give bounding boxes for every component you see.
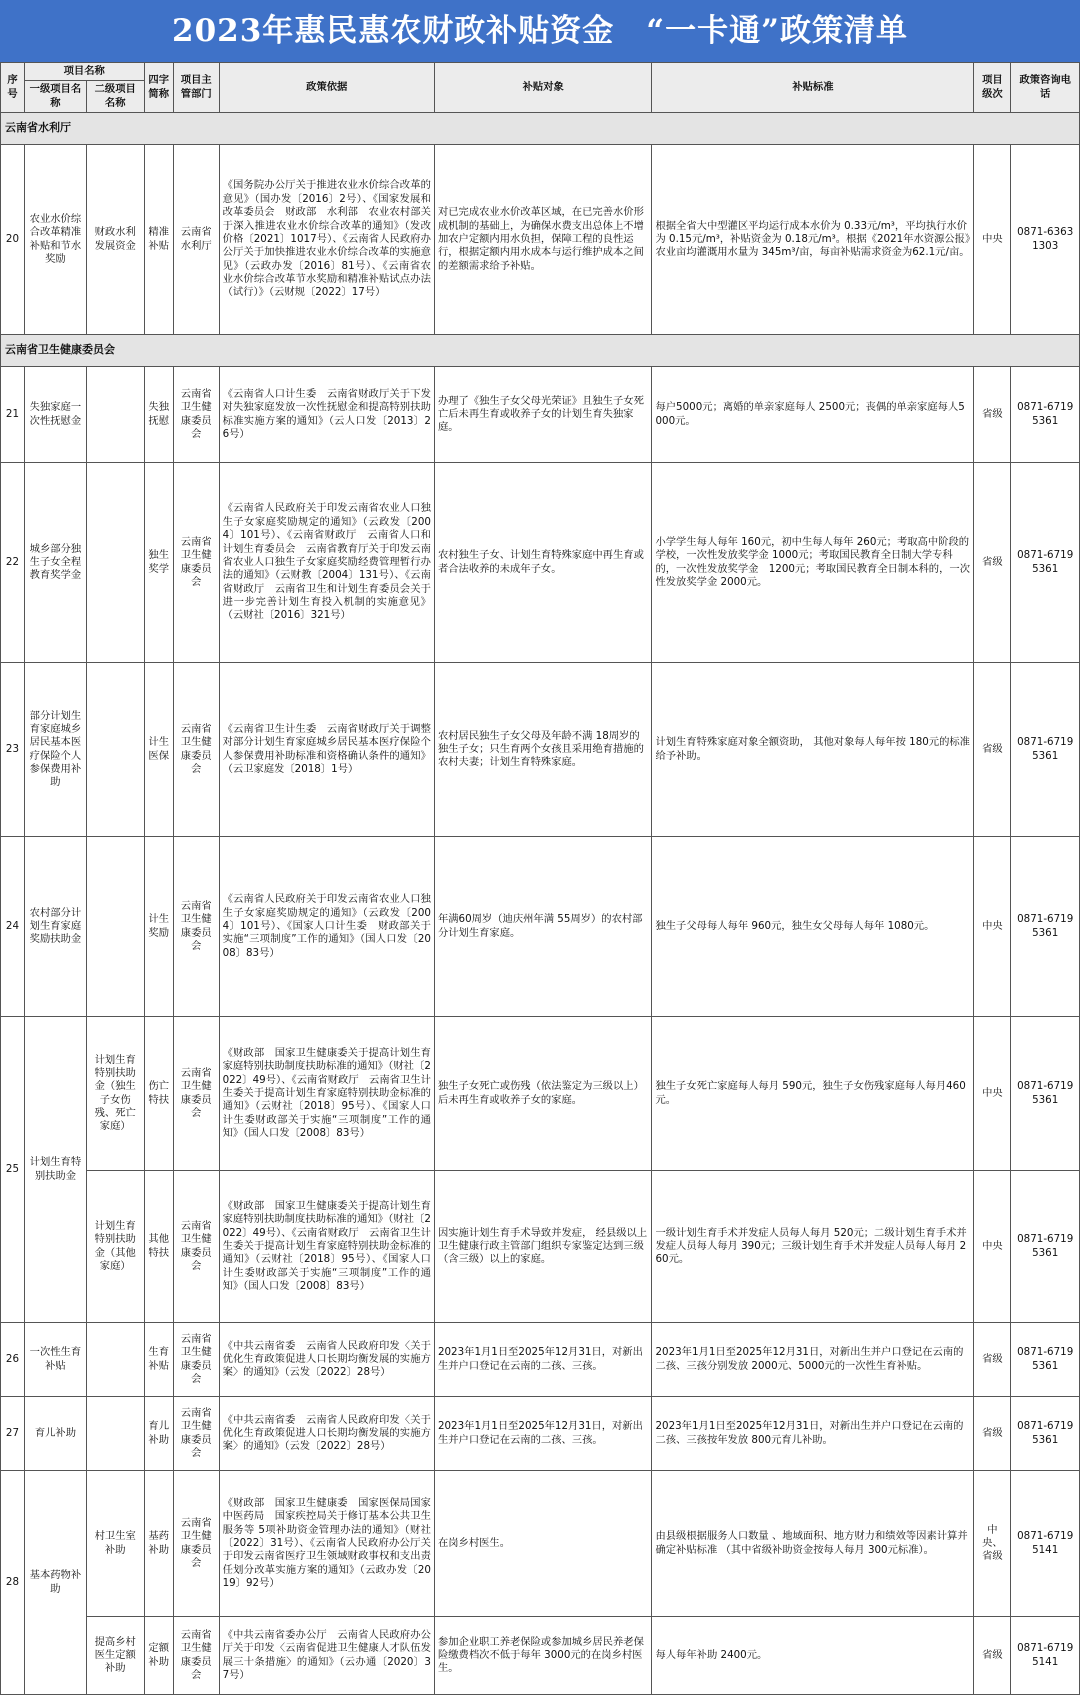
level1-name: 部分计划生育家庭城乡居民基本医疗保险个人参保费用补助 bbox=[24, 663, 86, 837]
dept: 云南省卫生健康委员会 bbox=[173, 1171, 219, 1323]
consult-phone: 0871-67195361 bbox=[1011, 663, 1080, 837]
subsidy-target: 2023年1月1日至2025年12月31日，对新出生并户口登记在云南的二孩、三孩。 bbox=[434, 1323, 652, 1397]
project-level: 省级 bbox=[974, 663, 1011, 837]
col-level2-header: 二级项目名称 bbox=[86, 81, 144, 113]
col-level1-header: 一级项目名称 bbox=[24, 81, 86, 113]
col-phone-header: 政策咨询电话 bbox=[1011, 63, 1080, 113]
short-name: 独生奖学 bbox=[144, 463, 173, 663]
subsidy-target: 因实施计划生育手术导致并发症， 经县级以上卫生健康行政主管部门组织专家鉴定达到三级（含三级）以上的家庭。 bbox=[434, 1171, 652, 1323]
level2-name bbox=[86, 837, 144, 1017]
consult-phone: 0871-67195141 bbox=[1011, 1617, 1080, 1695]
level1-name: 农村部分计划生育家庭奖励扶助金 bbox=[24, 837, 86, 1017]
level2-name bbox=[86, 1323, 144, 1397]
subsidy-standard: 2023年1月1日至2025年12月31日，对新出生并户口登记在云南的二孩、三孩分别发放 2000元、5000元的一次性生育补贴。 bbox=[652, 1323, 974, 1397]
consult-phone: 0871-63631303 bbox=[1011, 145, 1080, 335]
subsidy-standard: 小学学生每人每年 160元，初中生每人每年 260元；考取高中阶段的学校，一次性发放奖学金 1000元；考取国民教育全日制大学专科的，一次性发放奖学金 1200元；考取国民教育全日制本科的，一次性发放奖学金 2000元。 bbox=[652, 463, 974, 663]
policy-basis: 《云南省人民政府关于印发云南省农业人口独生子女家庭奖励规定的通知》（云政发〔2004〕101号）、《国家人口计生委 财政部关于实施“三项制度”工作的通知》（国人口发〔2008〕83号） bbox=[219, 837, 434, 1017]
short-name: 伤亡特扶 bbox=[144, 1017, 173, 1171]
level1-name: 失独家庭一次性抚慰金 bbox=[24, 367, 86, 463]
consult-phone: 0871-67195361 bbox=[1011, 1017, 1080, 1171]
short-name: 计生奖励 bbox=[144, 837, 173, 1017]
subsidy-target: 年满60周岁（迪庆州年满 55周岁）的农村部分计划生育家庭。 bbox=[434, 837, 652, 1017]
level1-name: 基本药物补助 bbox=[24, 1471, 86, 1695]
table-row bbox=[1, 1397, 1080, 1471]
header-row-1 bbox=[1, 63, 1080, 81]
row-no: 24 bbox=[1, 837, 25, 1017]
dept: 云南省卫生健康委员会 bbox=[173, 367, 219, 463]
table-row bbox=[1, 663, 1080, 837]
col-target-header: 补贴对象 bbox=[434, 63, 652, 113]
project-level: 中央、省级 bbox=[974, 1471, 1011, 1617]
subsidy-standard: 每户5000元；离婚的单亲家庭每人 2500元；丧偶的单亲家庭每人5000元。 bbox=[652, 367, 974, 463]
subsidy-standard: 由县级根据服务人口数量 、地域面积、地方财力和绩效等因素计算并确定补贴标准 （其中省级补助资金按每人每月 300元标准）。 bbox=[652, 1471, 974, 1617]
short-name: 定额补助 bbox=[144, 1617, 173, 1695]
policy-basis: 《中共云南省委 云南省人民政府印发〈关于优化生育政策促进人口长期均衡发展的实施方案〉的通知》（云发〔2022〕28号） bbox=[219, 1397, 434, 1471]
row-no: 27 bbox=[1, 1397, 25, 1471]
project-level: 中央 bbox=[974, 837, 1011, 1017]
short-name: 精准补贴 bbox=[144, 145, 173, 335]
table-row bbox=[1, 837, 1080, 1017]
short-name: 生育补贴 bbox=[144, 1323, 173, 1397]
project-level: 中央 bbox=[974, 1017, 1011, 1171]
policy-basis: 《云南省人口计生委 云南省财政厅关于下发对失独家庭发放一次性抚慰金和提高特别扶助标准实施方案的通知》（云人口发〔2013〕26号） bbox=[219, 367, 434, 463]
col-no-header: 序号 bbox=[1, 63, 25, 113]
category-row-water bbox=[1, 113, 1080, 145]
dept: 云南省卫生健康委员会 bbox=[173, 463, 219, 663]
policy-basis: 《云南省人民政府关于印发云南省农业人口独生子女家庭奖励规定的通知》（云政发〔2004〕101号）、《云南省财政厅 云南省人口和计划生育委员会 云南省教育厅关于印发云南省农业人口独生子女家庭奖励经费管理暂行办法的通知》（云财教〔2004〕131号）、《云南省财政厅 云南省卫生和计划生育委员会关于进一步完善计划生育投入机制的实施意见》（云财社〔2016〕321号） bbox=[219, 463, 434, 663]
page-title: 2023年惠民惠农财政补贴资金 “一卡通”政策清单 bbox=[0, 0, 1080, 62]
row-no: 23 bbox=[1, 663, 25, 837]
policy-basis: 《国务院办公厅关于推进农业水价综合改革的意见》（国办发〔2016〕2号）、《国家发展和改革委员会 财政部 水利部 农业农村部关于深入推进农业水价综合改革的通知》（发改价格〔2021〕1017号）、《云南省人民政府办公厅关于加快推进农业水价综合改革的实施意见》（云政办发〔2016〕81号）、《云南省农业水价综合改革节水奖励和精准补贴试点办法（试行）》（云财规〔2022〕17号） bbox=[219, 145, 434, 335]
project-level: 中央 bbox=[974, 145, 1011, 335]
level2-name: 村卫生室补助 bbox=[86, 1471, 144, 1617]
project-level: 中央 bbox=[974, 1171, 1011, 1323]
level2-name: 计划生育特别扶助金（独生子女伤残、死亡家庭） bbox=[86, 1017, 144, 1171]
subsidy-standard: 独生子女死亡家庭每人每月 590元，独生子女伤残家庭每人每月460元。 bbox=[652, 1017, 974, 1171]
short-name: 育儿补助 bbox=[144, 1397, 173, 1471]
subsidy-target: 2023年1月1日至2025年12月31日，对新出生并户口登记在云南的二孩、三孩。 bbox=[434, 1397, 652, 1471]
subsidy-standard: 独生子父母每人每年 960元，独生女父母每人每年 1080元。 bbox=[652, 837, 974, 1017]
subsidy-target: 办理了《独生子女父母光荣证》且独生子女死亡后未再生育或收养子女的计划生育失独家庭。 bbox=[434, 367, 652, 463]
col-basis-header: 政策依据 bbox=[219, 63, 434, 113]
col-standard-header: 补贴标准 bbox=[652, 63, 974, 113]
table-row bbox=[1, 1323, 1080, 1397]
dept: 云南省卫生健康委员会 bbox=[173, 1397, 219, 1471]
policy-table bbox=[0, 62, 1080, 1695]
subsidy-standard: 一级计划生育手术并发症人员每人每月 520元；二级计划生育手术并发症人员每人每月 390元；三级计划生育手术并发症人员每人每月 260元。 bbox=[652, 1171, 974, 1323]
level2-name: 财政水利发展资金 bbox=[86, 145, 144, 335]
level2-name bbox=[86, 463, 144, 663]
short-name: 基药补助 bbox=[144, 1471, 173, 1617]
level1-name: 城乡部分独生子女全程教育奖学金 bbox=[24, 463, 86, 663]
subsidy-standard: 2023年1月1日至2025年12月31日，对新出生并户口登记在云南的二孩、三孩按年发放 800元育儿补助。 bbox=[652, 1397, 974, 1471]
dept: 云南省卫生健康委员会 bbox=[173, 1617, 219, 1695]
category-label: 云南省卫生健康委员会 bbox=[1, 335, 1080, 367]
project-level: 省级 bbox=[974, 1617, 1011, 1695]
dept: 云南省水利厅 bbox=[173, 145, 219, 335]
project-level: 省级 bbox=[974, 1397, 1011, 1471]
col-project-name-header: 项目名称 bbox=[24, 63, 144, 81]
col-level-header: 项目级次 bbox=[974, 63, 1011, 113]
short-name: 失独抚慰 bbox=[144, 367, 173, 463]
dept: 云南省卫生健康委员会 bbox=[173, 663, 219, 837]
policy-basis: 《财政部 国家卫生健康委 国家医保局国家中医药局 国家疾控局关于修订基本公共卫生服务等 5项补助资金管理办法的通知》（财社〔2022〕31号）、《云南省人民政府办公厅关于印发云南省医疗卫生领域财政事权和支出责任划分改革实施方案的通知》（云政办发〔2019〕92号） bbox=[219, 1471, 434, 1617]
table-row bbox=[1, 367, 1080, 463]
subsidy-target: 独生子女死亡或伤残（依法鉴定为三级以上）后未再生育或收养子女的家庭。 bbox=[434, 1017, 652, 1171]
subsidy-target: 农村独生子女、计划生育特殊家庭中再生育或者合法收养的未成年子女。 bbox=[434, 463, 652, 663]
subsidy-target: 对已完成农业水价改革区域，在已完善水价形成机制的基础上，为确保水费支出总体上不增加农户定额内用水负担，保障工程的良性运行，根据定额内用水成本与运行维护成本之间的差额需求给予补贴。 bbox=[434, 145, 652, 335]
table-row bbox=[1, 1171, 1080, 1323]
dept: 云南省卫生健康委员会 bbox=[173, 837, 219, 1017]
dept: 云南省卫生健康委员会 bbox=[173, 1323, 219, 1397]
policy-basis: 《财政部 国家卫生健康委关于提高计划生育家庭特别扶助制度扶助标准的通知》（财社〔2022〕49号）、《云南省财政厅 云南省卫生计生委关于提高计划生育家庭特别扶助金标准的通知》（云财社〔2018〕95号）、《国家人口计生委财政部关于实施“三项制度”工作的通知》（国人口发〔2008〕83号） bbox=[219, 1171, 434, 1323]
consult-phone: 0871-67195141 bbox=[1011, 1471, 1080, 1617]
category-row-health bbox=[1, 335, 1080, 367]
consult-phone: 0871-67195361 bbox=[1011, 463, 1080, 663]
consult-phone: 0871-67195361 bbox=[1011, 1323, 1080, 1397]
consult-phone: 0871-67195361 bbox=[1011, 1171, 1080, 1323]
consult-phone: 0871-67195361 bbox=[1011, 367, 1080, 463]
level1-name: 育儿补助 bbox=[24, 1397, 86, 1471]
policy-basis: 《云南省卫生计生委 云南省财政厅关于调整对部分计划生育家庭城乡居民基本医疗保险个人参保费用补助标准和资格确认条件的通知》（云卫家庭发〔2018〕1号） bbox=[219, 663, 434, 837]
level2-name bbox=[86, 1397, 144, 1471]
policy-basis: 《财政部 国家卫生健康委关于提高计划生育家庭特别扶助制度扶助标准的通知》（财社〔2022〕49号）、《云南省财政厅 云南省卫生计生委关于提高计划生育家庭特别扶助金标准的通知》（云财社〔2018〕95号）、《国家人口计生委财政部关于实施“三项制度”工作的通知》（国人口发〔2008〕83号） bbox=[219, 1017, 434, 1171]
level2-name: 提高乡村医生定额补助 bbox=[86, 1617, 144, 1695]
level1-name: 一次性生育补贴 bbox=[24, 1323, 86, 1397]
consult-phone: 0871-67195361 bbox=[1011, 1397, 1080, 1471]
table-row bbox=[1, 463, 1080, 663]
project-level: 省级 bbox=[974, 367, 1011, 463]
project-level: 省级 bbox=[974, 1323, 1011, 1397]
category-label: 云南省水利厅 bbox=[1, 113, 1080, 145]
short-name: 计生医保 bbox=[144, 663, 173, 837]
subsidy-standard: 根据全省大中型灌区平均运行成本水价为 0.33元/m³，平均执行水价为 0.15元/m³，补贴资金为 0.18元/m³。根据《2021年水资源公报》农业亩均灌溉用水量为 345m³/亩，每亩补贴需求资金为62.1元/亩。 bbox=[652, 145, 974, 335]
table-row bbox=[1, 1471, 1080, 1617]
subsidy-target: 参加企业职工养老保险或参加城乡居民养老保险缴费档次不低于每年 3000元的在岗乡村医生。 bbox=[434, 1617, 652, 1695]
consult-phone: 0871-67195361 bbox=[1011, 837, 1080, 1017]
row-no: 22 bbox=[1, 463, 25, 663]
level2-name bbox=[86, 367, 144, 463]
policy-basis: 《中共云南省委办公厅 云南省人民政府办公厅关于印发〈云南省促进卫生健康人才队伍发展三十条措施〉的通知》（云办通〔2020〕37号） bbox=[219, 1617, 434, 1695]
level1-name: 计划生育特别扶助金 bbox=[24, 1017, 86, 1323]
row-no: 25 bbox=[1, 1017, 25, 1323]
subsidy-target: 农村居民独生子女父母及年龄不满 18周岁的独生子女；只生育两个女孩且采用绝育措施的农村夫妻；计划生育特殊家庭。 bbox=[434, 663, 652, 837]
subsidy-standard: 每人每年补助 2400元。 bbox=[652, 1617, 974, 1695]
col-dept-header: 项目主管部门 bbox=[173, 63, 219, 113]
row-no: 28 bbox=[1, 1471, 25, 1695]
table-row bbox=[1, 1017, 1080, 1171]
project-level: 省级 bbox=[974, 463, 1011, 663]
subsidy-standard: 计划生育特殊家庭对象全额资助， 其他对象每人每年按 180元的标准给予补助。 bbox=[652, 663, 974, 837]
level1-name: 农业水价综合改革精准补贴和节水奖励 bbox=[24, 145, 86, 335]
col-short-header: 四字简称 bbox=[144, 63, 173, 113]
table-row bbox=[1, 145, 1080, 335]
row-no: 26 bbox=[1, 1323, 25, 1397]
level2-name: 计划生育特别扶助金（其他家庭） bbox=[86, 1171, 144, 1323]
row-no: 20 bbox=[1, 145, 25, 335]
short-name: 其他特扶 bbox=[144, 1171, 173, 1323]
subsidy-target: 在岗乡村医生。 bbox=[434, 1471, 652, 1617]
row-no: 21 bbox=[1, 367, 25, 463]
level2-name bbox=[86, 663, 144, 837]
table-row bbox=[1, 1617, 1080, 1695]
dept: 云南省卫生健康委员会 bbox=[173, 1471, 219, 1617]
dept: 云南省卫生健康委员会 bbox=[173, 1017, 219, 1171]
policy-basis: 《中共云南省委 云南省人民政府印发〈关于优化生育政策促进人口长期均衡发展的实施方案〉的通知》（云发〔2022〕28号） bbox=[219, 1323, 434, 1397]
